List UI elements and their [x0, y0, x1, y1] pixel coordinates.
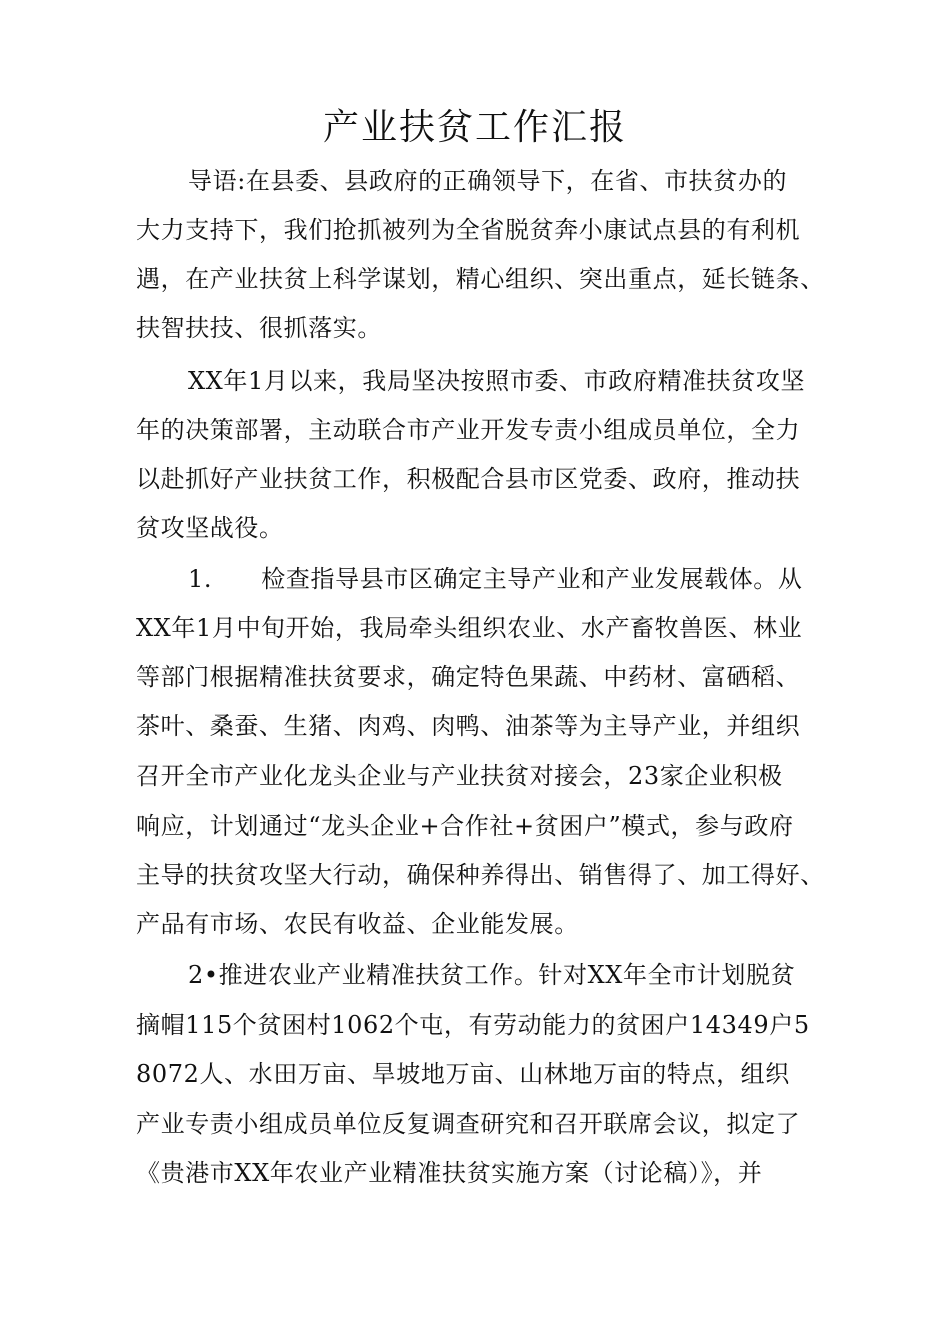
paragraph-line: 1. 检查指导县市区确定主导产业和产业发展载体。从 — [188, 565, 803, 593]
paragraph-line: XX年1月以来，我局坚决按照市委、市政府精准扶贫攻坚 — [188, 367, 806, 395]
paragraph-line: 大力支持下，我们抢抓被列为全省脱贫奔小康试点县的有利机 — [136, 216, 801, 244]
paragraph-line: 召开全市产业化龙头企业与产业扶贫对接会，23家企业积极 — [136, 762, 783, 790]
paragraph-line: 《贵港市XX年农业产业精准扶贫实施方案（讨论稿）》，并 — [136, 1159, 763, 1187]
paragraph-line: 主导的扶贫攻坚大行动，确保种养得出、销售得了、加工得好、 — [136, 861, 825, 889]
paragraph-line: 等部门根据精准扶贫要求，确定特色果蔬、中药材、富硒稻、 — [136, 663, 801, 691]
paragraph-line: 摘帽115个贫困村1062个屯，有劳动能力的贫困户14349户5 — [136, 1011, 810, 1039]
paragraph-line: 2•推进农业产业精准扶贫工作。针对XX年全市计划脱贫 — [188, 961, 796, 989]
paragraph-line: 遇，在产业扶贫上科学谋划，精心组织、突出重点，延长链条、 — [136, 265, 825, 293]
paragraph-line: 扶智扶技、很抓落实。 — [136, 314, 382, 342]
paragraph-line: 产业专责小组成员单位反复调查研究和召开联席会议，拟定了 — [136, 1110, 801, 1138]
paragraph-line: 8072人、水田万亩、旱坡地万亩、山林地万亩的特点，组织 — [136, 1060, 790, 1088]
paragraph-line: 茶叶、桑蚕、生猪、肉鸡、肉鸭、油茶等为主导产业，并组织 — [136, 712, 801, 740]
paragraph-line: 导语:在县委、县政府的正确领导下，在省、市扶贫办的 — [188, 167, 788, 195]
paragraph-line: 产品有市场、农民有收益、企业能发展。 — [136, 910, 579, 938]
paragraph-line: 贫攻坚战役。 — [136, 514, 284, 542]
document-title: 产业扶贫工作汇报 — [322, 107, 627, 148]
paragraph-line: 年的决策部署，主动联合市产业开发专责小组成员单位，全力 — [136, 416, 801, 444]
paragraph-line: 响应，计划通过“龙头企业+合作社+贫困户”模式，参与政府 — [136, 812, 794, 840]
paragraph-line: 以赴抓好产业扶贫工作，积极配合县市区党委、政府，推动扶 — [136, 465, 801, 493]
paragraph-line: XX年1月中旬开始，我局牵头组织农业、水产畜牧兽医、林业 — [136, 614, 803, 642]
